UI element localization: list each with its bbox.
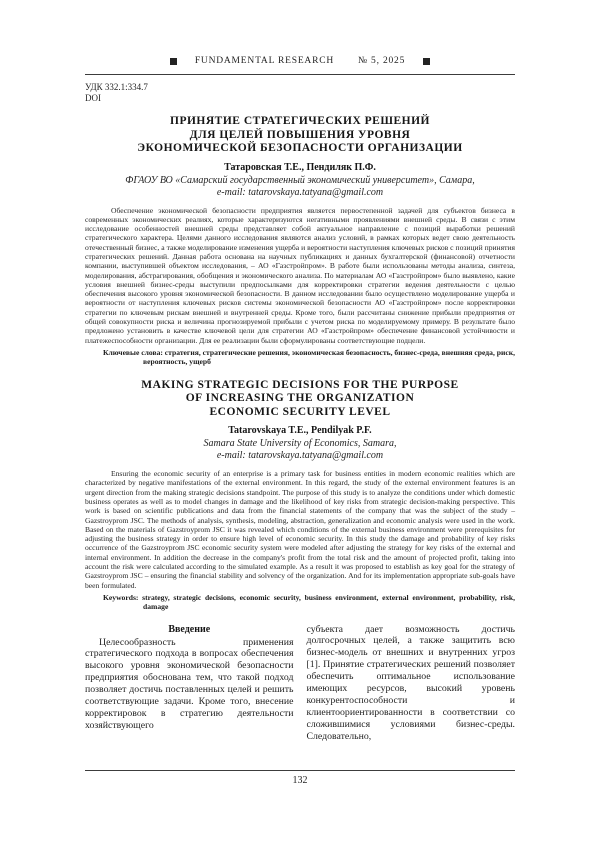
keywords-en: Keywords: strategy, strategic decisions, economic security, business environment, external environment, probability, risk, damage xyxy=(103,592,515,612)
body-paragraph-left: Целесообразность применения стратегического подхода в вопросах обеспечения высокого уровня экономической безопасности предприятия обоснована тем, что такой подход позволяет достичь поставленных целей и решить соответствующие задачи. Кроме того, внесение корректировок в стратегию деятельности хозяйствующего xyxy=(85,636,294,731)
affiliation-ru: ФГАОУ ВО «Самарский государственный экономический университет», Самара, e-mail: tatarovskaya.tatyana@gmail.com xyxy=(125,174,475,198)
article-title-ru: ПРИНЯТИЕ СТРАТЕГИЧЕСКИХ РЕШЕНИЙ ДЛЯ ЦЕЛЕЙ ПОВЫШЕНИЯ УРОВНЯ ЭКОНОМИЧЕСКОЙ БЕЗОПАСНОСТИ ОРГАНИЗАЦИИ xyxy=(137,115,463,154)
filled-square-icon xyxy=(423,58,430,65)
body-column-left xyxy=(85,624,294,730)
page-footer xyxy=(85,770,515,786)
header-rule xyxy=(85,74,515,75)
running-head xyxy=(0,56,600,66)
article-meta xyxy=(85,82,515,103)
keywords-ru: Ключевые слова: стратегия, стратегические решения, экономическая безопасность, бизнес-среда, внешняя среда, риск, вероятность, ущерб xyxy=(103,347,515,367)
filled-square-icon xyxy=(170,58,177,65)
body-column-right xyxy=(306,623,516,742)
affiliation-en: Samara State University of Economics, Samara, e-mail: tatarovskaya.tatyana@gmail.com xyxy=(203,438,397,462)
doi-label: DOI xyxy=(85,92,101,103)
abstract-en: Ensuring the economic security of an enterprise is a primary task for business entities in modern economic realities which are characterized by negative manifestations of the external environment. In this regard, the study of the external environment features is an urgent direction from the making strategic decisions standpoint. The purpose of this study is to analyze the conditions under which domestic business operates as well as to model changes in damage and the likelihood of key risks from strategic decision-making perspective. This work is based on scientific publications and data from the financial statements of the company that was the subject of the study – Gazstroyprom JSC. The methods of analysis, synthesis, modeling, abstraction, generalization and economic analysis were used in the work. Based on the materials of Gazstroyprom JSC it was revealed which conditions of the external business environment were prerequisites for adjusting the business strategy in order to ensure high level of economic security. In this study the damage and probability of key risks occurrence of the Gazstroyprom JSC economic security system were modeled after adjusting the strategy for key risks of the external and internal environment. In addition the decrease in the company's profit from the total risk and the amount of projected profit, taking into account the risk were calculated according to the simulated example. As a result it was proposed to establish as key goal for the strategy of Gazstroyprom JSC – ensuring the financial stability and solvency of the organization. And for its implementation appropriate sub-goals have been formulated. xyxy=(85,469,515,590)
body-columns xyxy=(85,623,515,742)
authors-en: Tatarovskaya T.E., Pendilyak P.F. xyxy=(228,425,372,437)
authors-ru: Татаровская Т.Е., Пендиляк П.Ф. xyxy=(224,161,376,173)
footer-rule xyxy=(85,770,515,771)
udc-label: УДК 332.1:334.7 xyxy=(85,82,148,92)
journal-name: FUNDAMENTAL RESEARCH xyxy=(194,56,335,66)
article-title-en: MAKING STRATEGIC DECISIONS FOR THE PURPOSE OF INCREASING THE ORGANIZATION ECONOMIC SECURITY LEVEL xyxy=(141,378,459,418)
issue-label: № 5, 2025 xyxy=(358,56,406,66)
section-heading-introduction: Введение xyxy=(168,623,211,635)
body-paragraph-right: субъекта дает возможность достичь долгосрочных целей, а также защитить всю бизнес-модель от внешних и внутренних угроз [1]. Принятие стратегических решений позволяет обеспечить оптимальное использование имеющих ресурсов, высокий уровень конкурентоспособности и клиентоориентированности в соответствии со сложившимися условиями бизнес-среды. Следовательно, xyxy=(306,623,515,742)
abstract-ru: Обеспечение экономической безопасности предприятия является первостепенной задачей для субъектов бизнеса в современных экономических реалиях, которые характеризуются негативными проявлениями внешней среды. В связи с этим исследование особенностей внешней среды представляет собой актуальное направление с позиций выработки решений стратегического характера. Целями данного исследования являются анализ условий, в рамках которых ведет свою деятельность отечественный бизнес, а также моделирование изменения ущерба и вероятности наступления ключевых рисков с позиций принятия стратегических решений. Данная работа основана на научных публикациях и данных бухгалтерской (финансовой) отчетности компании, выступившей объектом исследования, – АО «Газстройпром». В работе были использованы методы анализа, синтеза, моделирования, абстрагирования, обобщения и экономического анализа. По материалам АО «Газстройпром» было выявлено, какие условия внешней бизнес-среды выступили предпосылками для корректировки стратегии ведения деятельности с целью обеспечения высокого уровня экономической безопасности. В данном исследовании было осуществлено моделирование ущерба и вероятности от наступления ключевых рисков системы экономической безопасности АО «Газстройпром» после корректировки стратегии по ключевым рискам внешней и внутренней среды. Кроме того, были рассчитаны снижение прибыли предприятия от общей совокупности риска и величина прогнозируемой прибыли с учетом риска по моделируемому примеру. В результате было предложено установить в качестве ключевой цели для стратегии АО «Газстройпром» обеспечение финансовой устойчивости и платежеспособности организации. Для ее реализации были сформулированы соответствующие подцели. xyxy=(85,205,515,345)
page-number: 132 xyxy=(292,775,308,786)
